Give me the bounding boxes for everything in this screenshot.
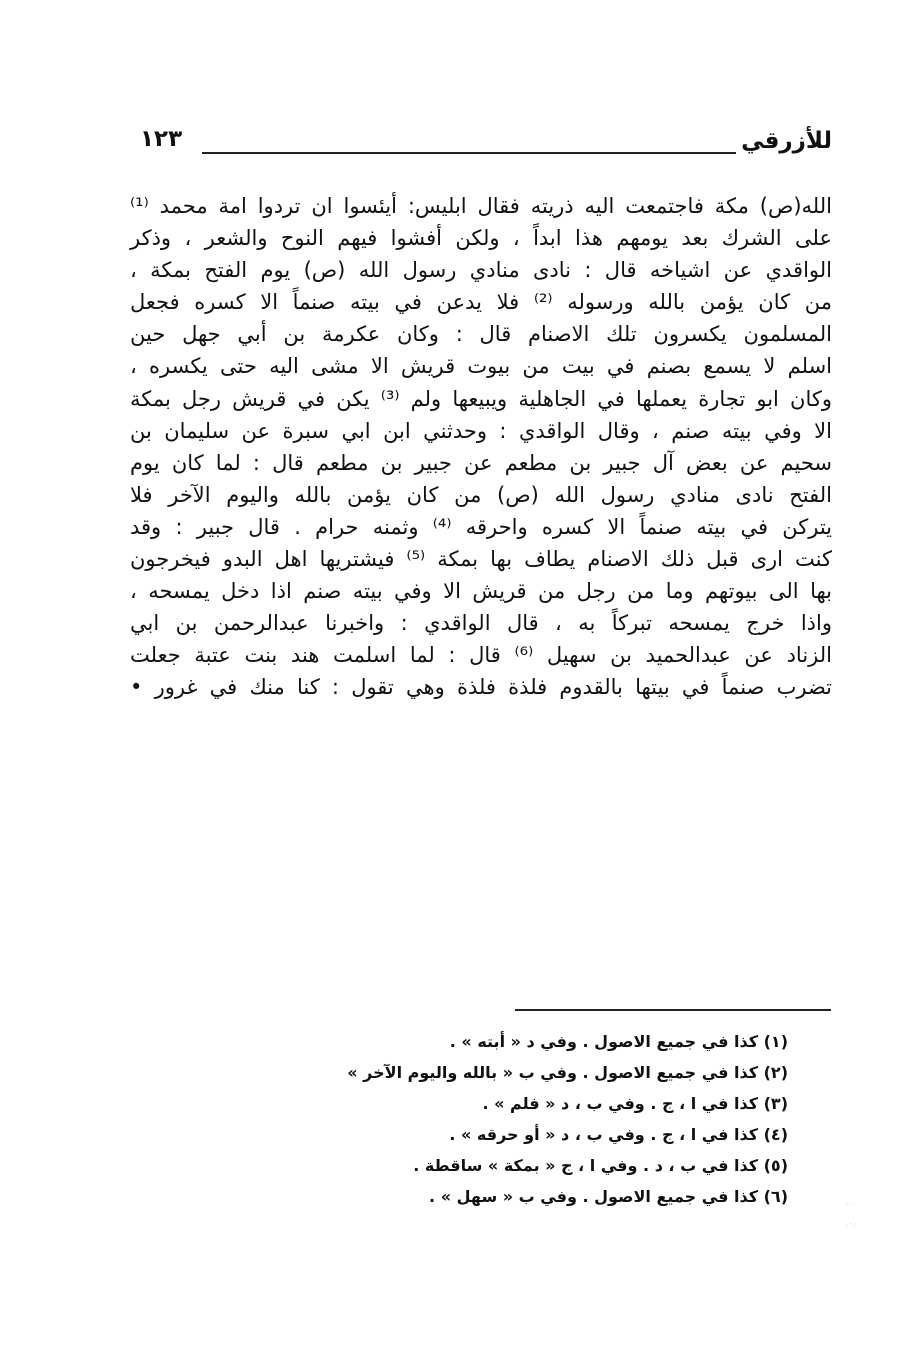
footnotes xyxy=(268,1026,788,1212)
text-line: الزناد عن عبدالحميد بن سهيل ⁽⁶⁾ قال : لما اسلمت هند بنت عتبة جعلت xyxy=(130,643,833,668)
body-text xyxy=(130,190,832,704)
text-line: سحيم عن بعض آل جبير بن مطعم عن جبير بن مطعم قال : لما كان يوم xyxy=(130,450,832,475)
header-rule xyxy=(202,152,736,154)
page-header xyxy=(140,126,832,166)
footnote-rule xyxy=(515,1009,831,1011)
text-line: يتركن في بيته صنماً الا كسره واحرقه ⁽⁴⁾ وثمنه حرام . قال جبير : وقد xyxy=(130,514,832,539)
footnote-2: (٢) كذا في جميع الاصول . وفي ب « بالله واليوم الآخر » xyxy=(347,1063,788,1082)
text-line: واذا خرج يمسحه تبركاً به ، قال الواقدي : واخبرنا عبدالرحمن بن ابي xyxy=(130,611,832,636)
text-line: من كان يؤمن بالله ورسوله ⁽²⁾ فلا يدعن في بيته صنماً الا كسره فجعل xyxy=(130,290,832,315)
text-line: كنت ارى قبل ذلك الاصنام يطاف بها بمكة ⁽⁵⁾ فيشتريها اهل البدو فيخرجون xyxy=(130,547,832,572)
text-line: الله(ص) مكة فاجتمعت اليه ذريته فقال ابليس: أيئسوا ان تردوا امة محمد ⁽¹⁾ xyxy=(130,194,832,218)
text-line: تضرب صنماً في بيتها بالقدوم فلذة فلذة وهي تقول : كنا منك في غرور • xyxy=(130,675,832,700)
footnote-4: (٤) كذا في ا ، ج . وفي ب ، د « أو حرقه » . xyxy=(449,1125,788,1144)
text-line: وكان ابو تجارة يعملها في الجاهلية ويبيعها ولم ⁽³⁾ يكن في قريش رجل بمكة xyxy=(130,386,832,411)
running-title: للأزرقي xyxy=(741,128,832,154)
text-line: على الشرك بعد يومهم هذا ابداً ، ولكن أفشوا فيهم النوح والشعر ، وذكر xyxy=(130,226,832,251)
text-line: الواقدي عن اشياخه قال : نادى منادي رسول الله (ص) يوم الفتح بمكة ، xyxy=(130,258,832,283)
text-line: المسلمون يكسرون تلك الاصنام قال : وكان عكرمة بن أبي جهل حين xyxy=(130,322,832,347)
footnote-5: (٥) كذا في ب ، د . وفي ا ، ج « بمكة » ساقطة . xyxy=(413,1156,788,1175)
page-number: ١٢٣ xyxy=(140,126,183,152)
footnote-1: (١) كذا في جميع الاصول . وفي د « أبته » . xyxy=(449,1032,788,1051)
footnote-3: (٣) كذا في ا ، ج . وفي ب ، د « فلم » . xyxy=(482,1094,788,1113)
scan-specks: · · . · . xyxy=(846,1201,856,1228)
footnote-6: (٦) كذا في جميع الاصول . وفي ب « سهل » . xyxy=(429,1187,788,1206)
text-line: الا وفي بيته صنم ، وقال الواقدي : وحدثني ابن ابي سبرة عن سليمان بن xyxy=(130,418,832,443)
text-line: بها الى بيوتهم وما من رجل من قريش الا وفي بيته صنم اذا دخل يمسحه ، xyxy=(130,579,832,604)
text-line: اسلم لا يسمع بصنم في بيت من بيوت قريش الا مشى اليه حتى يكسره ، xyxy=(130,354,832,379)
text-line: الفتح نادى منادي رسول الله (ص) من كان يؤمن بالله واليوم الآخر فلا xyxy=(130,482,832,507)
